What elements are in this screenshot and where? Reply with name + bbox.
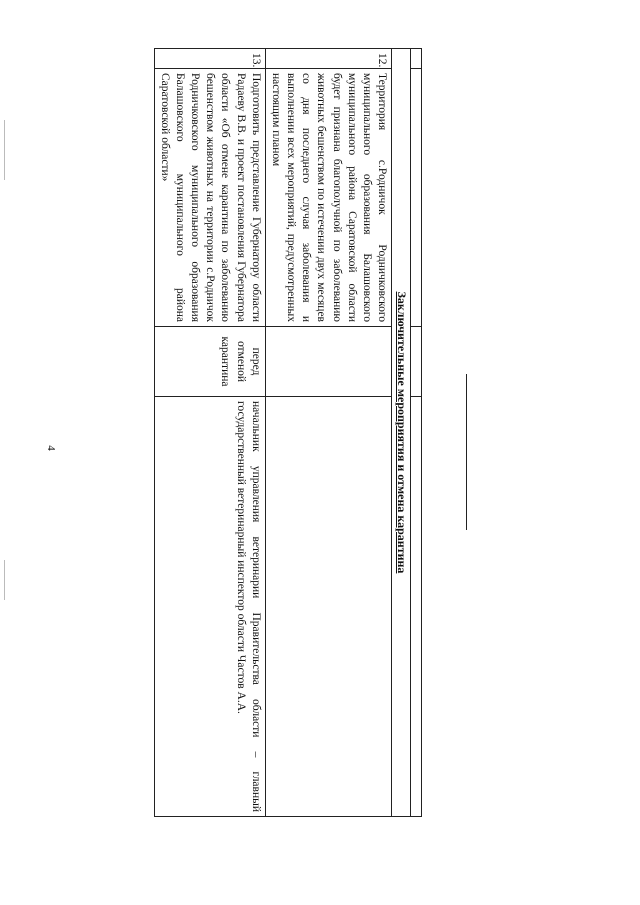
page-number: 4 <box>45 445 57 451</box>
plan-table <box>154 48 422 817</box>
left-edge-mark <box>4 560 5 600</box>
row-responsible <box>265 397 391 817</box>
table-row <box>265 49 391 817</box>
row-term: перед отменой карантина <box>154 327 265 397</box>
row-number: 12. <box>265 49 391 69</box>
table-wrapper <box>99 48 422 816</box>
row-description: Территория с.Родничок Родничковского муниципального образования Балашовского муниципального района Саратовской области будет признана благополучной по заболеванию животных бешенством по истечении двух месяцев со дня последнего случая заболевания и выполнении всех мероприятий, предусмотренных настоящим планом <box>265 69 391 327</box>
row-responsible: начальник управления ветеринарии Правительства области – главный государственный ветеринарный инспектор области Частов А.А. <box>154 397 265 817</box>
table-top-border-row <box>411 49 422 817</box>
row-number: 13. <box>154 49 265 69</box>
row-description: Подготовить представление Губернатору области Радаеву В.В. и проект постановления Губернатора области «Об отмене карантина по заболеванию бешенством животных на территории с.Родничок Родничковского муниципального образования Балашовского муниципального района Саратовской области» <box>154 69 265 327</box>
table-row <box>154 49 265 817</box>
section-header-row <box>392 49 411 817</box>
row-term <box>265 327 391 397</box>
left-edge-mark <box>4 120 5 180</box>
rotated-table-area <box>99 48 422 816</box>
section-title: Заключительные мероприятия и отмена карантина <box>392 49 411 817</box>
signature-line <box>466 374 467 530</box>
